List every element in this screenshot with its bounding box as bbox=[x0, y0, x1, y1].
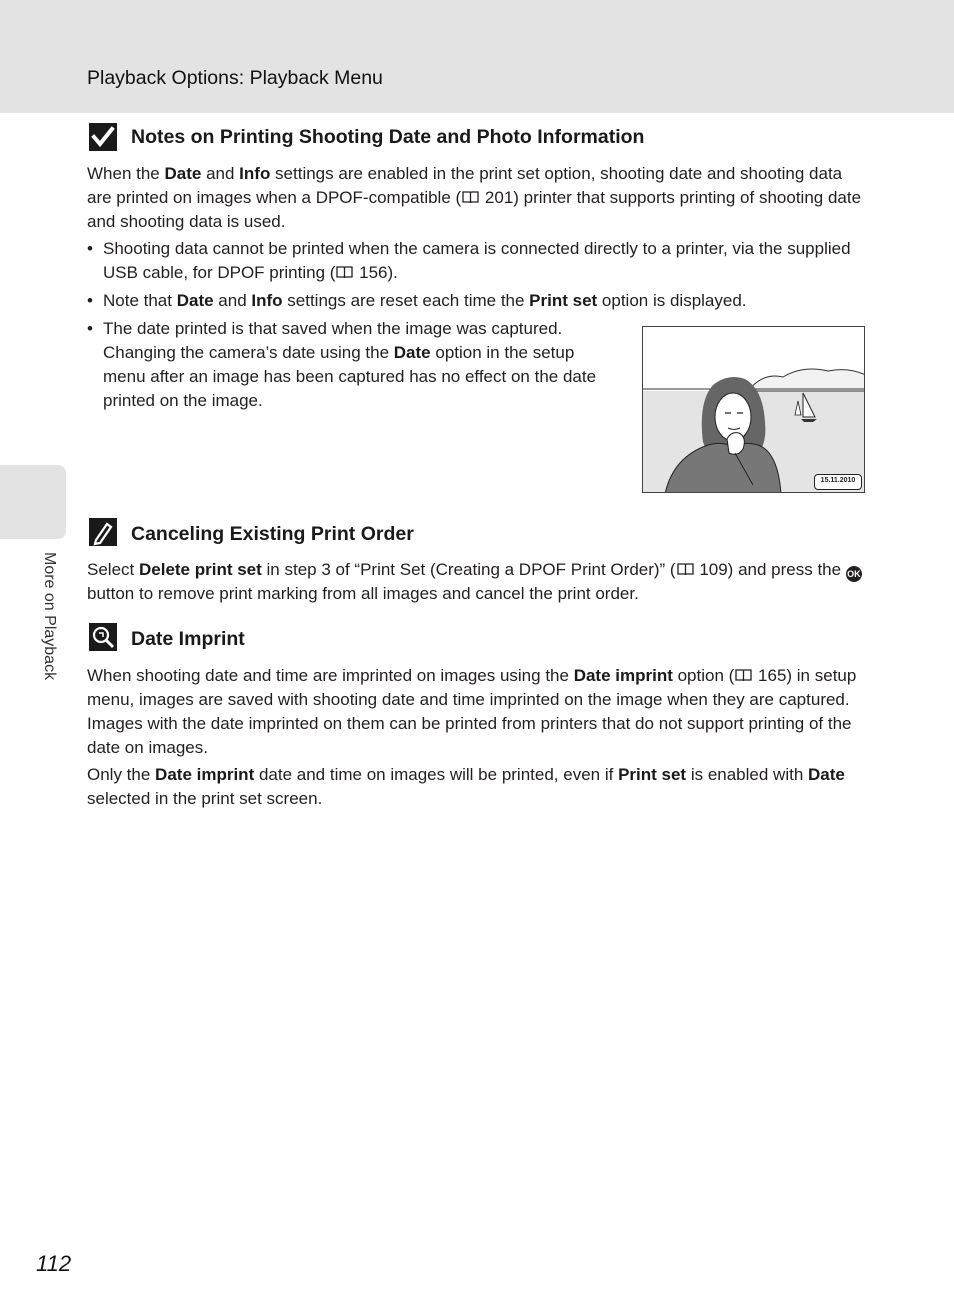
chapter-tab bbox=[0, 465, 66, 539]
ok-button-icon: OK bbox=[846, 566, 862, 582]
imprinted-date-badge: 15.11.2010 bbox=[814, 474, 862, 490]
notes-intro: When the Date and Info settings are enabled in the print set option, shooting date and shooting data are printed on images when a DPOF-compatible ( 201) printer that supports printing of shooting date and shooting data is used. bbox=[87, 164, 862, 231]
notes-heading: Notes on Printing Shooting Date and Photo Information bbox=[131, 126, 645, 148]
cancel-text: Select Delete print set in step 3 of “Print Set (Creating a DPOF Print Order)” ( 109) and press the OK button to remove print marking from all images and cancel the print order. bbox=[87, 560, 861, 603]
header-title: Playback Options: Playback Menu bbox=[87, 67, 383, 89]
magnifier-info-icon bbox=[89, 623, 117, 651]
book-reference-icon bbox=[677, 563, 694, 576]
check-mark-icon bbox=[89, 123, 117, 151]
woman-by-sea-illustration bbox=[643, 327, 865, 493]
cancel-heading: Canceling Existing Print Order bbox=[131, 523, 414, 545]
sample-print-illustration bbox=[642, 326, 865, 493]
header-band bbox=[0, 0, 954, 113]
page-number: 112 bbox=[36, 1251, 72, 1276]
pencil-icon bbox=[89, 518, 117, 546]
date-imprint-heading: Date Imprint bbox=[131, 628, 245, 650]
date-imprint-paragraph-2: Only the Date imprint date and time on images will be printed, even if Print set is enabled with Date selected in the print set screen. bbox=[87, 765, 845, 808]
book-reference-icon bbox=[462, 191, 479, 204]
book-reference-icon bbox=[735, 669, 752, 682]
date-imprint-paragraph-1: When shooting date and time are imprinted on images using the Date imprint option ( 165) in setup menu, images are saved with shooting date and time imprinted on the image when they are captured. Images with the date imprinted on them can be printed from printers that do not support printing of the date on images. bbox=[87, 666, 857, 757]
chapter-label bbox=[36, 552, 66, 702]
chapter-label-text: More on Playback bbox=[41, 552, 58, 681]
book-reference-icon bbox=[336, 266, 353, 279]
